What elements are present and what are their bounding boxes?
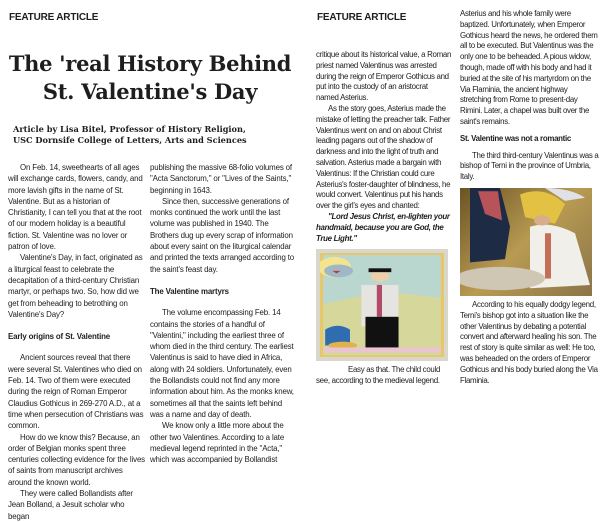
paragraph: Valentine's Day, in fact, originated as a liturgical feast to celebrate the decapitation of a third-century Christian martyr, or perhaps two. So, how did we get from beheading to betrothing on Valentine's Day? [8,253,143,319]
paragraph: Ancient sources reveal that there were several St. Valentines who died on Feb. 14. Two of them were executed during the reign of Roman Emperor Claudius Gothicus in 269-270 A.D., at a time when persecution of Christians was common. [8,353,144,431]
title-line: St. Valentine's Day [42,79,258,104]
quote: "Lord Jesus Christ, en-lighten your handmaid, because you are God, the True Light." [316,211,450,243]
paragraph: The third third-century Valentinus was a bishop of Terni in the province of Umbria, Italy. [460,150,599,182]
paragraph: As the story goes, Asterius made the mistake of letting the preacher talk. Father Valentinus went on and on about Christ leading pagans out of the shadow of darkness and into the light of truth and salvation. Asterius made a bargain with Valentinus: If the Christian could cure Asterius's foster-daughter of blindness, he would convert. Valentinus put his hands over the girl's eyes and chanted: [316,103,451,211]
column-3 [316,50,452,387]
column-4 [460,9,600,386]
section-label: FEATURE ARTICLE [9,12,99,23]
paragraph: Easy as that. The child could see, according to the medieval legend. [316,365,441,386]
paragraph: Asterius and his whole family were baptized. Unfortunately, when Emperor Gothicus heard the news, he ordered them all to be executed. But Valentinus was the only one to be beheaded. A pious widow, though, made off with his body and had it buried at the site of his martyrdom on the Via Flaminia, the ancient highway stretching from Rome to present-day Rimini. Later, a chapel was built over the saint's remains. [460,9,598,126]
kneeling-saint-painting [460,188,592,296]
saint-healing-painting [320,253,444,357]
section-heading: Early origins of St. Valentine [8,332,111,342]
column-1 [8,162,145,522]
byline [13,124,247,146]
paragraph: publishing the massive 68-folio volumes of "Acta Sanctorum," or "Lives of the Saints," beginning in 1643. [150,163,292,195]
column-2 [150,162,294,465]
paragraph: critique about its historical value, a Roman priest named Valentinus was arrested during the reign of Emperor Gothicus and put into the custody of an aristocrat named Asterius. [316,50,452,103]
paragraph: On Feb. 14, sweethearts of all ages will exchange cards, flowers, candy, and more lavish gifts in the name of St. Valentine. But as a historian of Christianity, I can tell you that at the root of our modern holiday is a beautiful fiction. St. Valentine was no lover or patron of love. [8,163,143,252]
title-line: The 'real History Behind [8,51,292,76]
paragraph: We know only a little more about the other two Valentines. According to a late medieval legend reprinted in the "Acta," which was accompanied by Bollandist [150,421,285,465]
byline-line: USC Dornsife College of Letters, Arts and Sciences [13,135,247,145]
article-title [0,50,300,106]
saint-valentine-illustration [316,249,448,361]
paragraph: How do we know this? Because, an order of Belgian monks spent three centuries collecting evidence for the lives of saints from manuscript archives around the known world. [8,432,145,487]
byline-line: Article by Lisa Bitel, Professor of History Religion, [13,124,246,134]
section-heading: The Valentine martyrs [150,286,229,296]
section-label: FEATURE ARTICLE [317,12,407,23]
section-heading: St. Valentine was not a romantic [460,133,571,143]
bishop-of-terni-painting [460,188,592,296]
paragraph: Since then, successive generations of monks continued the work until the last volume was published in 1940. The Brothers dug up every scrap of information about every saint on the liturgical calendar and printed the texts arranged according to the saint's feast day. [150,196,295,274]
paragraph: According to his equally dodgy legend, Terni's bishop got into a situation like the other Valentinus by debating a potential convert and afterward healing his son. The rest of story is quite similar as well: He too, was beheaded on the orders of Emperor Gothicus and his body buried along the Via Flaminia. [460,299,598,385]
paragraph: They were called Bollandists after Jean Bolland, a Jesuit scholar who began [8,489,133,521]
paragraph: The volume encompassing Feb. 14 contains the stories of a handful of "Valentini," including the earliest three of whom died in the third century. The earliest Valentinus is said to have died in Africa, along with 24 soldiers. Unfortunately, even the Bollandists could not find any more information about him. As the monks knew, sometimes all that the saints left behind was a name and day of death. [150,308,294,419]
